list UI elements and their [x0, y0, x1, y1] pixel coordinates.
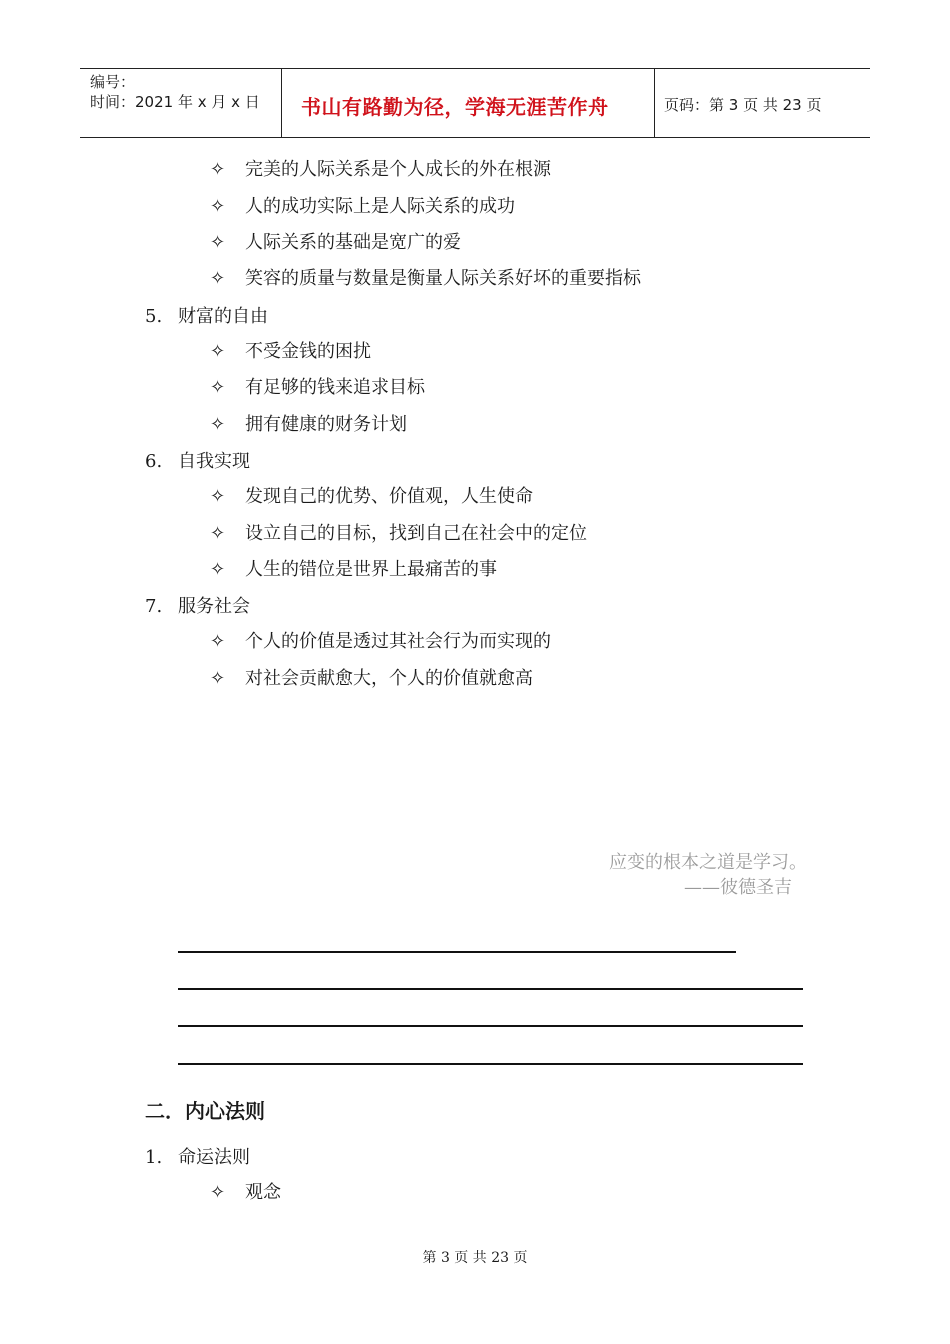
- bullet-icon: ✧: [210, 668, 226, 689]
- list-item: [210, 558, 497, 582]
- list-item-text: 设立自己的目标，找到自己在社会中的定位: [245, 523, 587, 544]
- numbered-heading: [145, 595, 250, 619]
- header-page-cell: [654, 69, 870, 137]
- bullet-icon: ✧: [210, 414, 226, 435]
- note-line: [178, 1063, 803, 1065]
- heading-text: 自我实现: [178, 451, 250, 472]
- bullet-icon: ✧: [210, 377, 226, 398]
- note-line: [178, 951, 736, 953]
- list-item: [210, 340, 371, 364]
- list-item-text: 完美的人际关系是个人成长的外在根源: [245, 159, 551, 180]
- number-label: 编号：: [90, 73, 136, 91]
- list-item-text: 不受金钱的困扰: [245, 341, 371, 362]
- list-item-text: 有足够的钱来追求目标: [245, 377, 425, 398]
- bullet-icon: ✧: [210, 232, 226, 253]
- list-item-text: 笑容的质量与数量是衡量人际关系好坏的重要指标: [245, 268, 641, 289]
- numbered-heading: [145, 305, 268, 329]
- bullet-icon: ✧: [210, 559, 226, 580]
- numbered-heading: [145, 450, 250, 474]
- list-item: [210, 231, 461, 255]
- list-item: [210, 413, 407, 437]
- section-title: 二．内心法则: [145, 1099, 265, 1123]
- header-page-info: 页码：第 3 页 共 23 页: [664, 96, 822, 114]
- header-motto: 书山有路勤为径，学海无涯苦作舟: [301, 95, 609, 119]
- heading-text: 财富的自由: [178, 306, 268, 327]
- list-item-text: 拥有健康的财务计划: [245, 414, 407, 435]
- bullet-icon: ✧: [210, 486, 226, 507]
- header-motto-cell: [281, 69, 655, 137]
- list-item: [210, 485, 533, 509]
- heading-number: 7.: [145, 596, 163, 617]
- list-item-text: 发现自己的优势、价值观，人生使命: [245, 486, 533, 507]
- heading-text: 命运法则: [178, 1147, 250, 1168]
- time-label: 时间：2021 年 x 月 x 日: [90, 93, 260, 111]
- heading-number: 1.: [145, 1147, 163, 1168]
- heading-number: 5.: [145, 306, 163, 327]
- list-item-text: 人际关系的基础是宽广的爱: [245, 232, 461, 253]
- bullet-icon: ✧: [210, 196, 226, 217]
- list-item-text: 观念: [245, 1182, 281, 1203]
- numbered-heading: [145, 1146, 250, 1170]
- bullet-icon: ✧: [210, 159, 226, 180]
- bullet-icon: ✧: [210, 1182, 226, 1203]
- note-line: [178, 1025, 803, 1027]
- list-item: [210, 1181, 281, 1205]
- quote-author: ——彼德圣吉: [684, 877, 792, 898]
- list-item-text: 人生的错位是世界上最痛苦的事: [245, 559, 497, 580]
- heading-number: 6.: [145, 451, 163, 472]
- list-item: [210, 630, 551, 654]
- list-item-text: 个人的价值是透过其社会行为而实现的: [245, 631, 551, 652]
- heading-text: 服务社会: [178, 596, 250, 617]
- list-item: [210, 522, 587, 546]
- list-item: [210, 267, 641, 291]
- list-item: [210, 667, 533, 691]
- page-header: [80, 68, 870, 138]
- bullet-icon: ✧: [210, 631, 226, 652]
- header-meta: [80, 69, 282, 137]
- page-footer: 第 3 页 共 23 页: [422, 1250, 528, 1266]
- list-item-text: 对社会贡献愈大，个人的价值就愈高: [245, 668, 533, 689]
- note-line: [178, 988, 803, 990]
- list-item: [210, 158, 551, 182]
- list-item: [210, 376, 425, 400]
- bullet-icon: ✧: [210, 523, 226, 544]
- quote-text: 应变的根本之道是学习。: [609, 852, 807, 873]
- bullet-icon: ✧: [210, 341, 226, 362]
- list-item-text: 人的成功实际上是人际关系的成功: [245, 196, 515, 217]
- bullet-icon: ✧: [210, 268, 226, 289]
- list-item: [210, 195, 515, 219]
